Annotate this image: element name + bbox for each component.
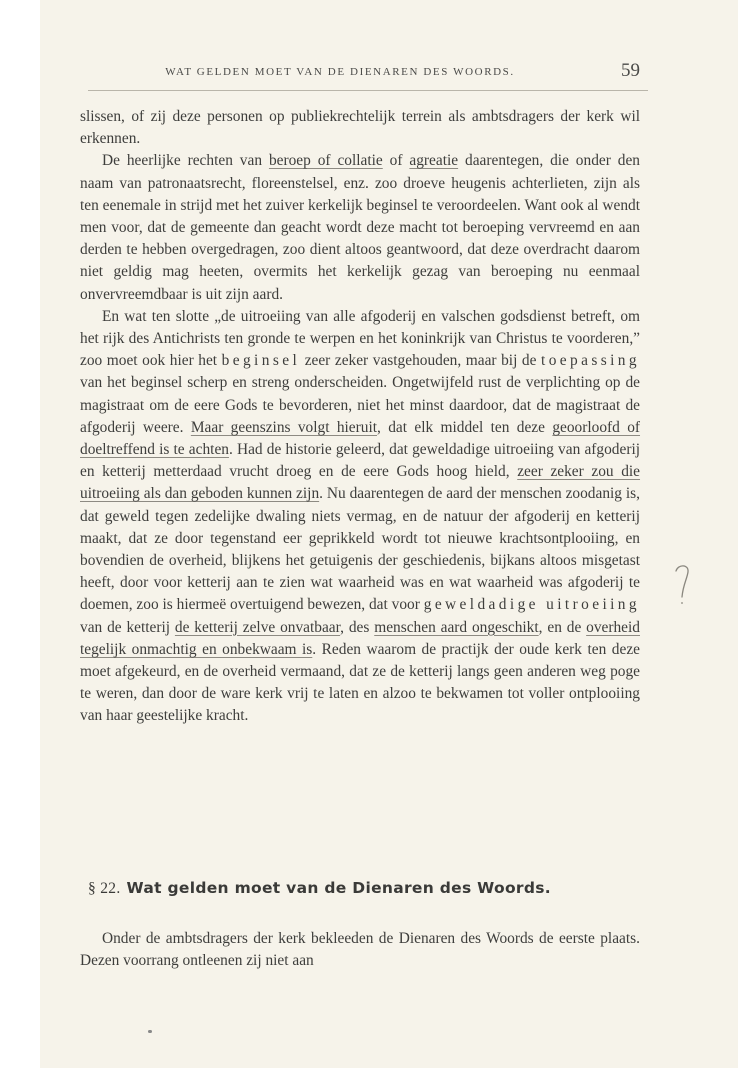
- page-header: [40, 60, 680, 86]
- pencil-underline: de ketterij zelve onvatbaar: [174, 618, 341, 636]
- paragraph-2: De heerlijke rechten van beroep of collatie of agreatie daarentegen, die onder den naam van patronaatsrecht, floreenstelsel, enz. zoo droeve heugenis achterlieten, zijn als ten eenemale in strijd met het zuiver kerkelijk beginsel te veroordeelen. Want ook al wendt men voor, dat de gemeente dan geacht wordt deze macht tot beroeping vervreemd en aan derden te hebben overgedragen, zoo dient altoos geantwoord, dat deze overdracht daarom niet geldig mag heeten, overmits het kerkelijk gezag van beroeping nu eenmaal onvervreemdbaar is uit zijn aard.: [80, 152, 640, 303]
- paragraph-3: En wat ten slotte „de uitroeiing van alle afgoderij en valschen godsdienst betreft, om het rijk des Antichrists ten gronde te werpen en het koninkrijk van Christus te voorderen,” zoo moet ook hier het beginsel zeer zeker vastgehouden, maar bij de toepassing van het beginsel scherp en streng onderscheiden. Ongetwijfeld rust de verplichting op de magistraat om de eere Gods te bevorderen, niet het minst daardoor, dat de magistraat de afgoderij weere. Maar geenszins volgt hieruit, dat elk middel ten deze geoorloofd of doeltreffend is te achten. Had de historie geleerd, dat geweldadige uitroeiing van afgoderij en ketterij metterdaad vrucht droeg en de eere Gods hoog hield, zeer zeker zou die uitroeiing als dan geboden kunnen zijn. Nu daarentegen de aard der menschen zoodanig is, dat geweld tegen zedelijke dwaling niets vermag, en de natuur der afgoderij en ketterij maakt, dat ze door tegenstand eer geprikkeld wordt tot nieuwe krachtsontplooiing, en bovendien de overheid, blijkens het getuigenis der geschiedenis, bijkans altoos misgetast heeft, door voor ketterij aan te zien wat waarheid was en wat waarheid was afgoderij te doemen, zoo is hiermeë overtuigend bewezen, dat voor geweldadige uitroeiing van de ketterij de ketterij zelve onvatbaar, des menschen aard ongeschikt, en de overheid tegelijk onmachtig en onbekwaam is. Reden waarom de practijk der oude kerk ten deze moet afgekeurd, en de overheid vermaand, dat ze de ketterij langs geen anderen weg poge te weren, dan door de ware kerk vrij te laten en alzoo te bekwamen tot voller ontplooiing van haar geestelijke kracht.: [80, 307, 641, 725]
- pencil-underline: beroep of collatie: [268, 152, 383, 170]
- running-title: WAT GELDEN MOET VAN DE DIENAREN DES WOORDS.: [165, 66, 515, 78]
- pencil-underline: zeer zeker zou die uitroeiing als dan geboden kunnen zijn: [80, 463, 641, 503]
- spaced-emphasis: beginsel: [221, 352, 301, 370]
- spaced-emphasis: toepassing: [541, 352, 640, 370]
- section-text: [80, 928, 640, 972]
- body-text: [80, 106, 640, 728]
- pencil-underline: agreatie: [409, 152, 459, 170]
- paragraph-4: Onder de ambtsdragers der kerk bekleeden de Dienaren des Woords de eerste plaats. Dezen voorrang ontleenen zij niet aan: [80, 930, 640, 970]
- pencil-underline: Maar geenszins volgt hieruit: [190, 418, 378, 436]
- section-title: Wat gelden moet van de Dienaren des Woords.: [126, 879, 551, 897]
- pencil-underline: menschen aard ongeschikt: [374, 618, 539, 636]
- spaced-emphasis: geweldadige uitroeiing: [423, 596, 640, 614]
- section-heading: [88, 879, 648, 898]
- pencil-question-mark-icon: [672, 563, 694, 607]
- header-rule: [88, 90, 648, 91]
- section-number: § 22.: [88, 880, 121, 897]
- pencil-underline: geoorloofd of doeltreffend is te achten: [80, 418, 641, 459]
- page-speck: [148, 1030, 152, 1033]
- pencil-underline: overheid tegelijk onmachtig en onbekwaam is: [80, 618, 640, 658]
- page-number: 59: [621, 60, 640, 81]
- paragraph-1: slissen, of zij deze personen op publiekrechtelijk terrein als ambtsdragers der kerk wil erkennen.: [80, 108, 640, 148]
